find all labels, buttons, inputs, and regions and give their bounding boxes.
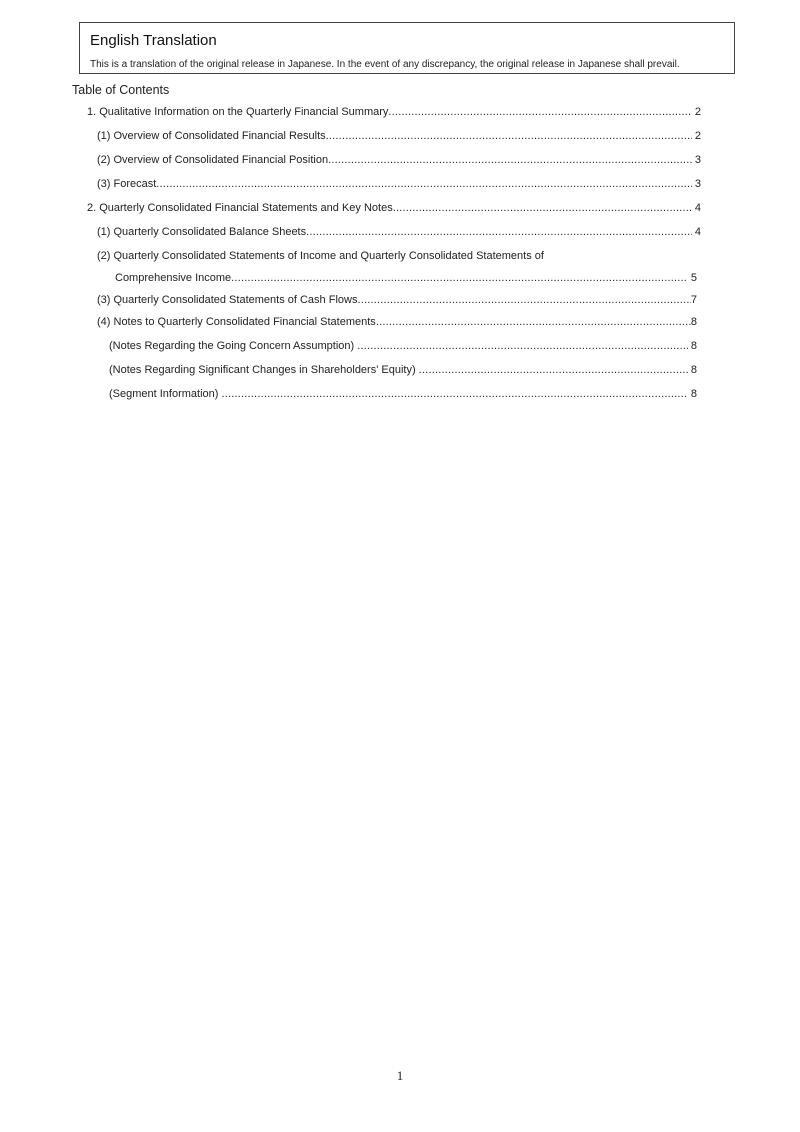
toc-entry[interactable] (115, 271, 697, 285)
toc-entry-page: 7 (690, 294, 697, 306)
translation-notice (79, 22, 735, 74)
toc-entry[interactable] (97, 315, 697, 329)
toc-entry-page: 8 (690, 340, 697, 352)
toc-entry-page: 8 (690, 388, 697, 400)
toc-entry[interactable] (97, 129, 701, 143)
toc-entry-label: 1. Qualitative Information on the Quarterly Financial Summary (87, 106, 389, 118)
page-number: 1 (396, 1068, 404, 1083)
toc-entry-label: (Segment Information) (109, 388, 222, 400)
toc-entry-page: 5 (690, 272, 697, 284)
toc-entry-label: (1) Overview of Consolidated Financial Results (97, 130, 326, 142)
toc-entry-page: 8 (690, 316, 697, 328)
toc-entry-page: 3 (694, 154, 701, 166)
toc-entry[interactable] (87, 105, 701, 119)
toc-entry[interactable] (97, 225, 701, 239)
toc-entry-label: 2. Quarterly Consolidated Financial Statements and Key Notes (87, 202, 393, 214)
toc-entry-label: (2) Overview of Consolidated Financial Position (97, 154, 329, 166)
toc-title: Table of Contents (72, 83, 170, 97)
toc-entry-label[interactable]: (2) Quarterly Consolidated Statements of Income and Quarterly Consolidated Statements of (97, 250, 544, 262)
toc-entry[interactable] (109, 387, 697, 401)
toc-entry-label: (Notes Regarding Significant Changes in Shareholders' Equity) (109, 364, 419, 376)
toc-entry-label: (3) Forecast (97, 178, 157, 190)
toc-entry-page: 4 (694, 226, 701, 238)
toc-entry-label-continuation: Comprehensive Income (115, 272, 232, 284)
toc-entry[interactable] (97, 153, 701, 167)
toc-entry-page: 3 (694, 178, 701, 190)
toc-entry[interactable] (97, 293, 697, 307)
toc-entry-label: (4) Notes to Quarterly Consolidated Financial Statements (97, 316, 376, 328)
toc-entry-label: (1) Quarterly Consolidated Balance Sheets (97, 226, 307, 238)
toc-entry-label: (Notes Regarding the Going Concern Assumption) (109, 340, 358, 352)
toc-entry[interactable] (109, 363, 697, 377)
toc-entry-page: 2 (694, 106, 701, 118)
notice-title: English Translation (90, 32, 217, 49)
toc-entry-label: (3) Quarterly Consolidated Statements of Cash Flows (97, 294, 358, 306)
toc-entry-page: 2 (694, 130, 701, 142)
toc-entry[interactable] (97, 177, 701, 191)
toc-entry[interactable] (109, 339, 697, 353)
notice-text: This is a translation of the original release in Japanese. In the event of any discrepancy, the original release in Japanese shall prevail. (90, 59, 680, 70)
toc-entry-page: 8 (690, 364, 697, 376)
toc-entry[interactable] (87, 201, 701, 215)
toc-entry-page: 4 (694, 202, 701, 214)
